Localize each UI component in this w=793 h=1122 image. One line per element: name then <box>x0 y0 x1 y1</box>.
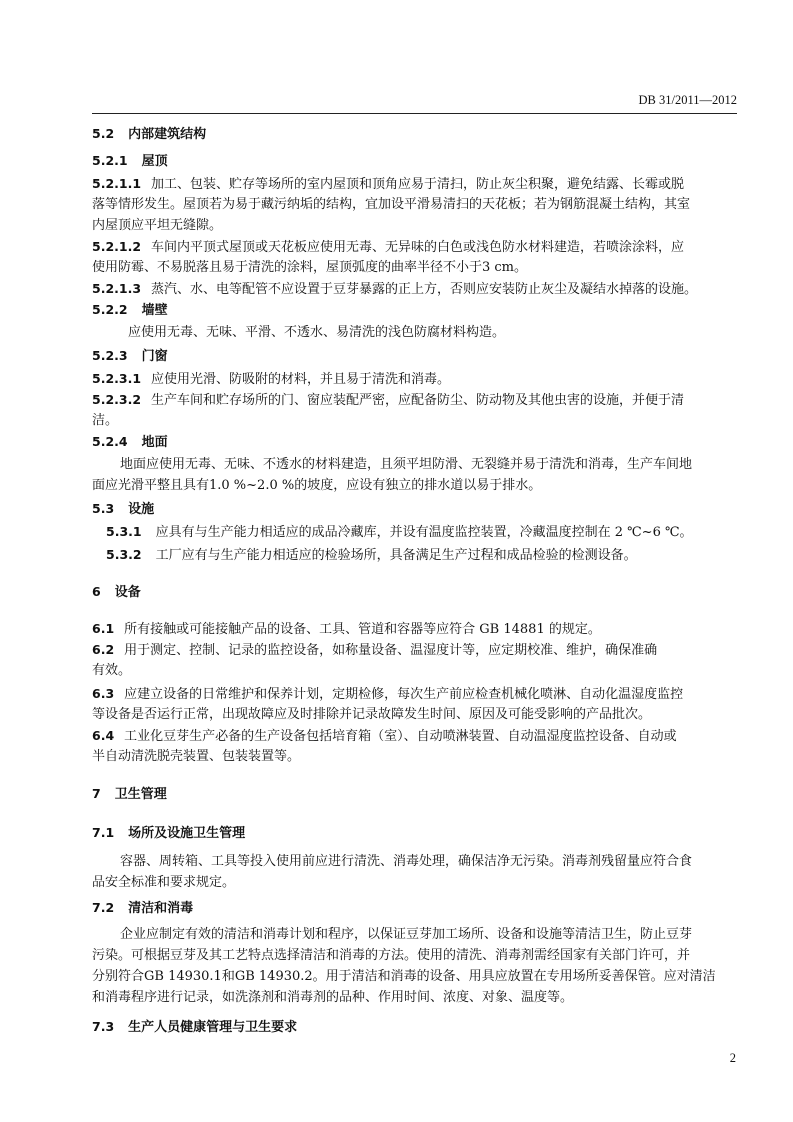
section-heading <box>92 346 168 367</box>
paragraph-line <box>92 619 601 640</box>
clause-text: 工业化豆芽生产必备的生产设备包括培育箱（室）、自动喷淋装置、自动温湿度监控设备、自动或 <box>124 729 677 744</box>
paragraph-line <box>92 369 450 390</box>
section-heading <box>92 151 168 172</box>
clause-text: 面应光滑平整且具有1.0 %~2.0 %的坡度，应设有独立的排水道以易于排水。 <box>92 478 542 493</box>
clause-text: 和消毒程序进行记录，如洗涤剂和消毒剂的品种、作用时间、浓度、对象、温度等。 <box>92 990 574 1005</box>
section-title: 地面 <box>141 435 168 450</box>
paragraph-line <box>92 174 684 195</box>
clause-text: 所有接触或可能接触产品的设备、工具、管道和容器等应符合 GB 14881 的规定。 <box>124 622 601 637</box>
header-rule <box>92 113 737 114</box>
section-title: 墙壁 <box>141 303 168 318</box>
clause-number: 5.2.1.1 <box>92 176 142 191</box>
clause-number: 6.2 <box>92 642 115 657</box>
clause-text: 应建立设备的日常维护和保养计划，定期检修，每次生产前应检查机械化喷淋、自动化温湿度监控 <box>124 687 684 702</box>
section-heading <box>92 582 141 603</box>
clause-number: 7.1 <box>92 825 115 840</box>
paragraph-line <box>128 323 505 343</box>
clause-number: 5.2.3.2 <box>92 392 142 407</box>
clause-text: 应使用光滑、防吸附的材料，并且易于清洗和消毒。 <box>151 372 451 387</box>
clause-number: 6 <box>92 584 101 599</box>
clause-number: 5.2 <box>92 126 115 141</box>
section-heading <box>92 300 168 321</box>
section-heading <box>92 1017 297 1038</box>
clause-text: 车间内平顶式屋顶或天花板应使用无毒、无异味的白色或浅色防水材料建造，若喷涂涂料，应 <box>151 240 685 255</box>
clause-number: 5.3.1 <box>106 524 142 539</box>
clause-number: 5.2.3 <box>92 348 128 363</box>
clause-number: 5.2.4 <box>92 434 128 449</box>
paragraph-line <box>92 684 683 705</box>
clause-number: 5.2.1 <box>92 153 128 168</box>
clause-number: 5.2.2 <box>92 302 128 317</box>
clause-text: 蒸汽、水、电等配管不应设置于豆芽暴露的正上方，否则应安装防止灰尘及凝结水掉落的设施。 <box>151 282 698 297</box>
paragraph-line <box>92 237 684 258</box>
section-heading <box>92 432 168 453</box>
paragraph-line <box>92 476 541 496</box>
clause-text: 用于测定、控制、记录的监控设备，如称量设备、温湿度计等，应定期校准、维护，确保准确 <box>124 643 658 658</box>
clause-text: 加工、包装、贮存等场所的室内屋顶和顶角应易于清扫，防止灰尘积聚，避免结露、长霉或脱 <box>151 177 685 192</box>
paragraph-line <box>92 705 651 725</box>
section-heading <box>92 784 167 805</box>
clause-number: 5.2.1.2 <box>92 239 142 254</box>
paragraph-line <box>92 967 716 987</box>
clause-number: 6.1 <box>92 621 115 636</box>
clause-text: 半自动清洗脱壳装置、包装装置等。 <box>92 749 301 764</box>
paragraph-line <box>92 661 131 681</box>
paragraph-line <box>92 390 684 411</box>
clause-number: 5.3.2 <box>106 547 142 562</box>
clause-text: 应具有与生产能力相适应的成品冷藏库，并设有温度监控装置，冷藏温度控制在 2 ℃~6 ℃。 <box>155 525 693 540</box>
paragraph-line <box>92 726 677 747</box>
clause-number: 6.3 <box>92 686 115 701</box>
clause-text: 容器、周转箱、工具等投入使用前应进行清洗、消毒处理，确保洁净无污染。消毒剂残留量应符合食 <box>120 854 693 869</box>
clause-number: 7 <box>92 786 101 801</box>
section-title: 卫生管理 <box>114 787 167 802</box>
clause-text: 品安全标准和要求规定。 <box>92 875 236 890</box>
clause-text: 落等情形发生。屋顶若为易于藏污纳垢的结构，宜加设平滑易清扫的天花板；若为钢筋混凝土结构，其室 <box>92 197 691 212</box>
clause-number: 5.2.3.1 <box>92 371 142 386</box>
clause-text: 洁。 <box>92 413 119 428</box>
section-title: 设施 <box>128 502 155 517</box>
section-title: 清洁和消毒 <box>128 901 194 916</box>
clause-text: 工厂应有与生产能力相适应的检验场所，具备满足生产过程和成品检验的检测设备。 <box>155 548 637 563</box>
paragraph-line <box>92 258 527 278</box>
paragraph-line <box>106 522 693 543</box>
clause-text: 生产车间和贮存场所的门、窗应装配严密，应配备防尘、防动物及其他虫害的设施，并便于清 <box>151 393 685 408</box>
paragraph-line <box>120 455 692 475</box>
clause-text: 地面应使用无毒、无味、不透水的材料建造，且须平坦防滑、无裂缝并易于清洗和消毒，生产车间地 <box>120 457 693 472</box>
paragraph-line <box>92 946 690 966</box>
section-title: 门窗 <box>141 349 168 364</box>
clause-number: 7.2 <box>92 900 115 915</box>
paragraph-line <box>92 195 690 215</box>
clause-text: 等设备是否运行正常，出现故障应及时排除并记录故障发生时间、原因及可能受影响的产品批次。 <box>92 707 652 722</box>
paragraph-line <box>92 640 657 661</box>
clause-number: 5.3 <box>92 501 115 516</box>
clause-text: 污染。可根据豆芽及其工艺特点选择清洁和消毒的方法。使用的清洗、消毒剂需经国家有关部门许可，并 <box>92 948 691 963</box>
paragraph-line <box>92 988 573 1008</box>
section-heading <box>92 124 206 145</box>
paragraph-line <box>120 925 692 945</box>
section-heading <box>92 499 154 520</box>
section-title: 内部建筑结构 <box>128 127 207 142</box>
clause-number: 7.3 <box>92 1019 115 1034</box>
paragraph-line <box>92 279 697 300</box>
section-title: 设备 <box>114 585 141 600</box>
clause-text: 应使用无毒、无味、平滑、不透水、易清洗的浅色防腐材料构造。 <box>128 325 506 340</box>
section-title: 生产人员健康管理与卫生要求 <box>128 1020 298 1035</box>
clause-text: 内屋顶应平坦无缝隙。 <box>92 218 223 233</box>
clause-text: 企业应制定有效的清洁和消毒计划和程序，以保证豆芽加工场所、设备和设施等清洁卫生，防止豆芽 <box>120 927 693 942</box>
paragraph-line <box>92 747 300 767</box>
page-number: 2 <box>729 1051 736 1065</box>
clause-number: 5.2.1.3 <box>92 281 142 296</box>
clause-text: 有效。 <box>92 663 132 678</box>
section-heading <box>92 823 245 844</box>
clause-number: 6.4 <box>92 728 115 743</box>
section-heading <box>92 898 193 919</box>
clause-text: 分别符合GB 14930.1和GB 14930.2。用于清洁和消毒的设备、用具应放置在专用场所妥善保管。应对清洁 <box>92 969 716 984</box>
paragraph-line <box>120 852 692 872</box>
clause-text: 使用防霉、不易脱落且易于清洗的涂料，屋顶弧度的曲率半径不小于3 cm。 <box>92 260 528 275</box>
paragraph-line <box>92 216 222 236</box>
paragraph-line <box>106 545 637 566</box>
document-number: DB 31/2011—2012 <box>638 93 737 107</box>
paragraph-line <box>92 411 118 431</box>
paragraph-line <box>92 873 235 893</box>
section-title: 屋顶 <box>141 154 168 169</box>
section-title: 场所及设施卫生管理 <box>128 826 246 841</box>
